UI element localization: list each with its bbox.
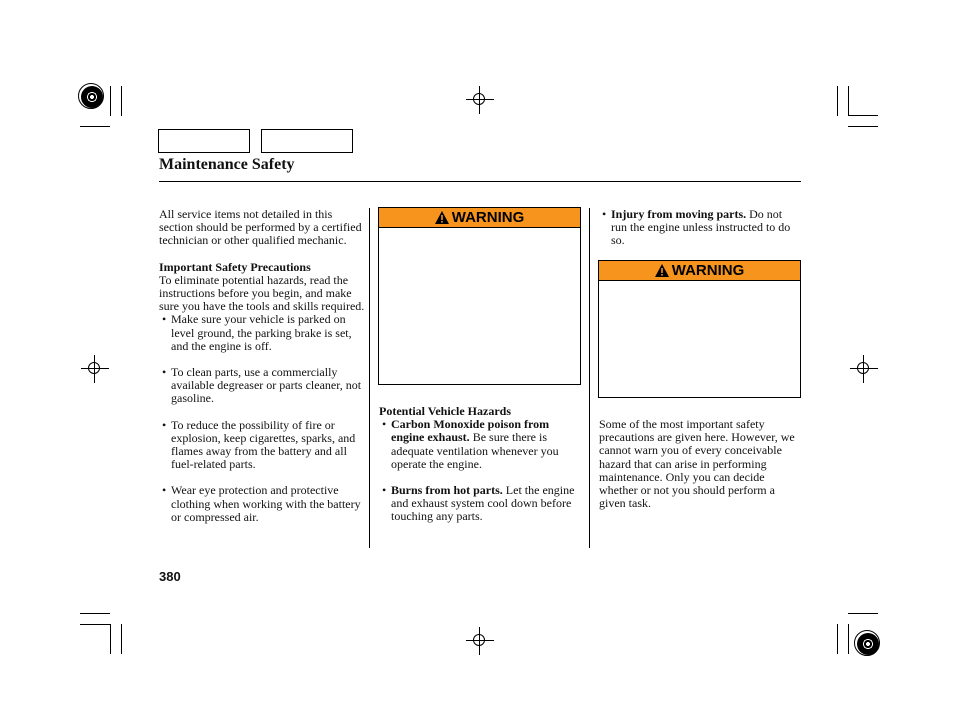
list-item: • To clean parts, use a commercially available degreaser or parts cleaner, not gasoline. — [159, 366, 367, 406]
registration-target-icon — [857, 633, 879, 655]
section-heading: Potential Vehicle Hazards — [379, 404, 511, 418]
warning-box — [598, 260, 801, 398]
list-item-text: Do not run the engine unless instructed to do so. — [611, 207, 791, 248]
list-item — [379, 484, 583, 524]
column-divider — [369, 208, 370, 548]
title-rule — [159, 181, 801, 182]
warning-box — [378, 207, 581, 385]
section-tab — [261, 129, 353, 153]
column-1 — [159, 208, 367, 524]
list-item: • Make sure your vehicle is parked on level ground, the parking brake is set, and the engine is off. — [159, 313, 367, 353]
registration-target-icon — [81, 86, 103, 108]
list-item-text: Let the engine and exhaust system cool down before touching any parts. — [391, 483, 575, 524]
crosshair-icon — [850, 355, 878, 383]
section-heading: Important Safety Precautions — [159, 259, 311, 274]
page-number: 380 — [159, 569, 181, 584]
warning-label: WARNING — [671, 262, 745, 279]
section-tab — [158, 129, 250, 153]
crosshair-icon — [81, 355, 109, 383]
list-item-bold: Carbon Monoxide poison from engine exhaust. — [391, 417, 550, 445]
list-item — [379, 418, 583, 471]
column-divider — [589, 208, 590, 548]
warning-label: WARNING — [451, 209, 525, 226]
list-item-text: Be sure there is adequate ventilation whenever you operate the engine. — [391, 430, 559, 471]
crosshair-icon — [466, 86, 494, 114]
column-3-closing — [599, 418, 804, 510]
lead-paragraph: To eliminate potential hazards, read the instructions before you begin, and make sure you have the tools and skills required. — [159, 272, 365, 314]
crosshair-icon — [466, 627, 494, 655]
warning-triangle-icon — [435, 211, 449, 224]
warning-triangle-icon — [655, 264, 669, 277]
page-title: Maintenance Safety — [159, 156, 295, 173]
column-3 — [599, 208, 801, 248]
list-item-bold: Burns from hot parts. — [391, 483, 503, 498]
closing-paragraph: Some of the most important safety precautions are given here. However, we cannot warn you of every conceivable hazard that can arise in performing maintenance. Only you can decide whether or not you should perform a given task. — [599, 417, 795, 511]
list-item: • Wear eye protection and protective clothing when working with the battery or compressed air. — [159, 484, 367, 524]
list-item — [599, 208, 801, 248]
intro-paragraph: All service items not detailed in this section should be performed by a certified technician or other qualified mechanic. — [159, 207, 362, 248]
list-item: • To reduce the possibility of fire or explosion, keep cigarettes, sparks, and flames away from the battery and all fuel-related parts. — [159, 419, 367, 472]
column-2 — [379, 405, 583, 524]
warning-header — [599, 261, 800, 281]
warning-header — [379, 208, 580, 228]
list-item-bold: Injury from moving parts. — [611, 207, 747, 221]
